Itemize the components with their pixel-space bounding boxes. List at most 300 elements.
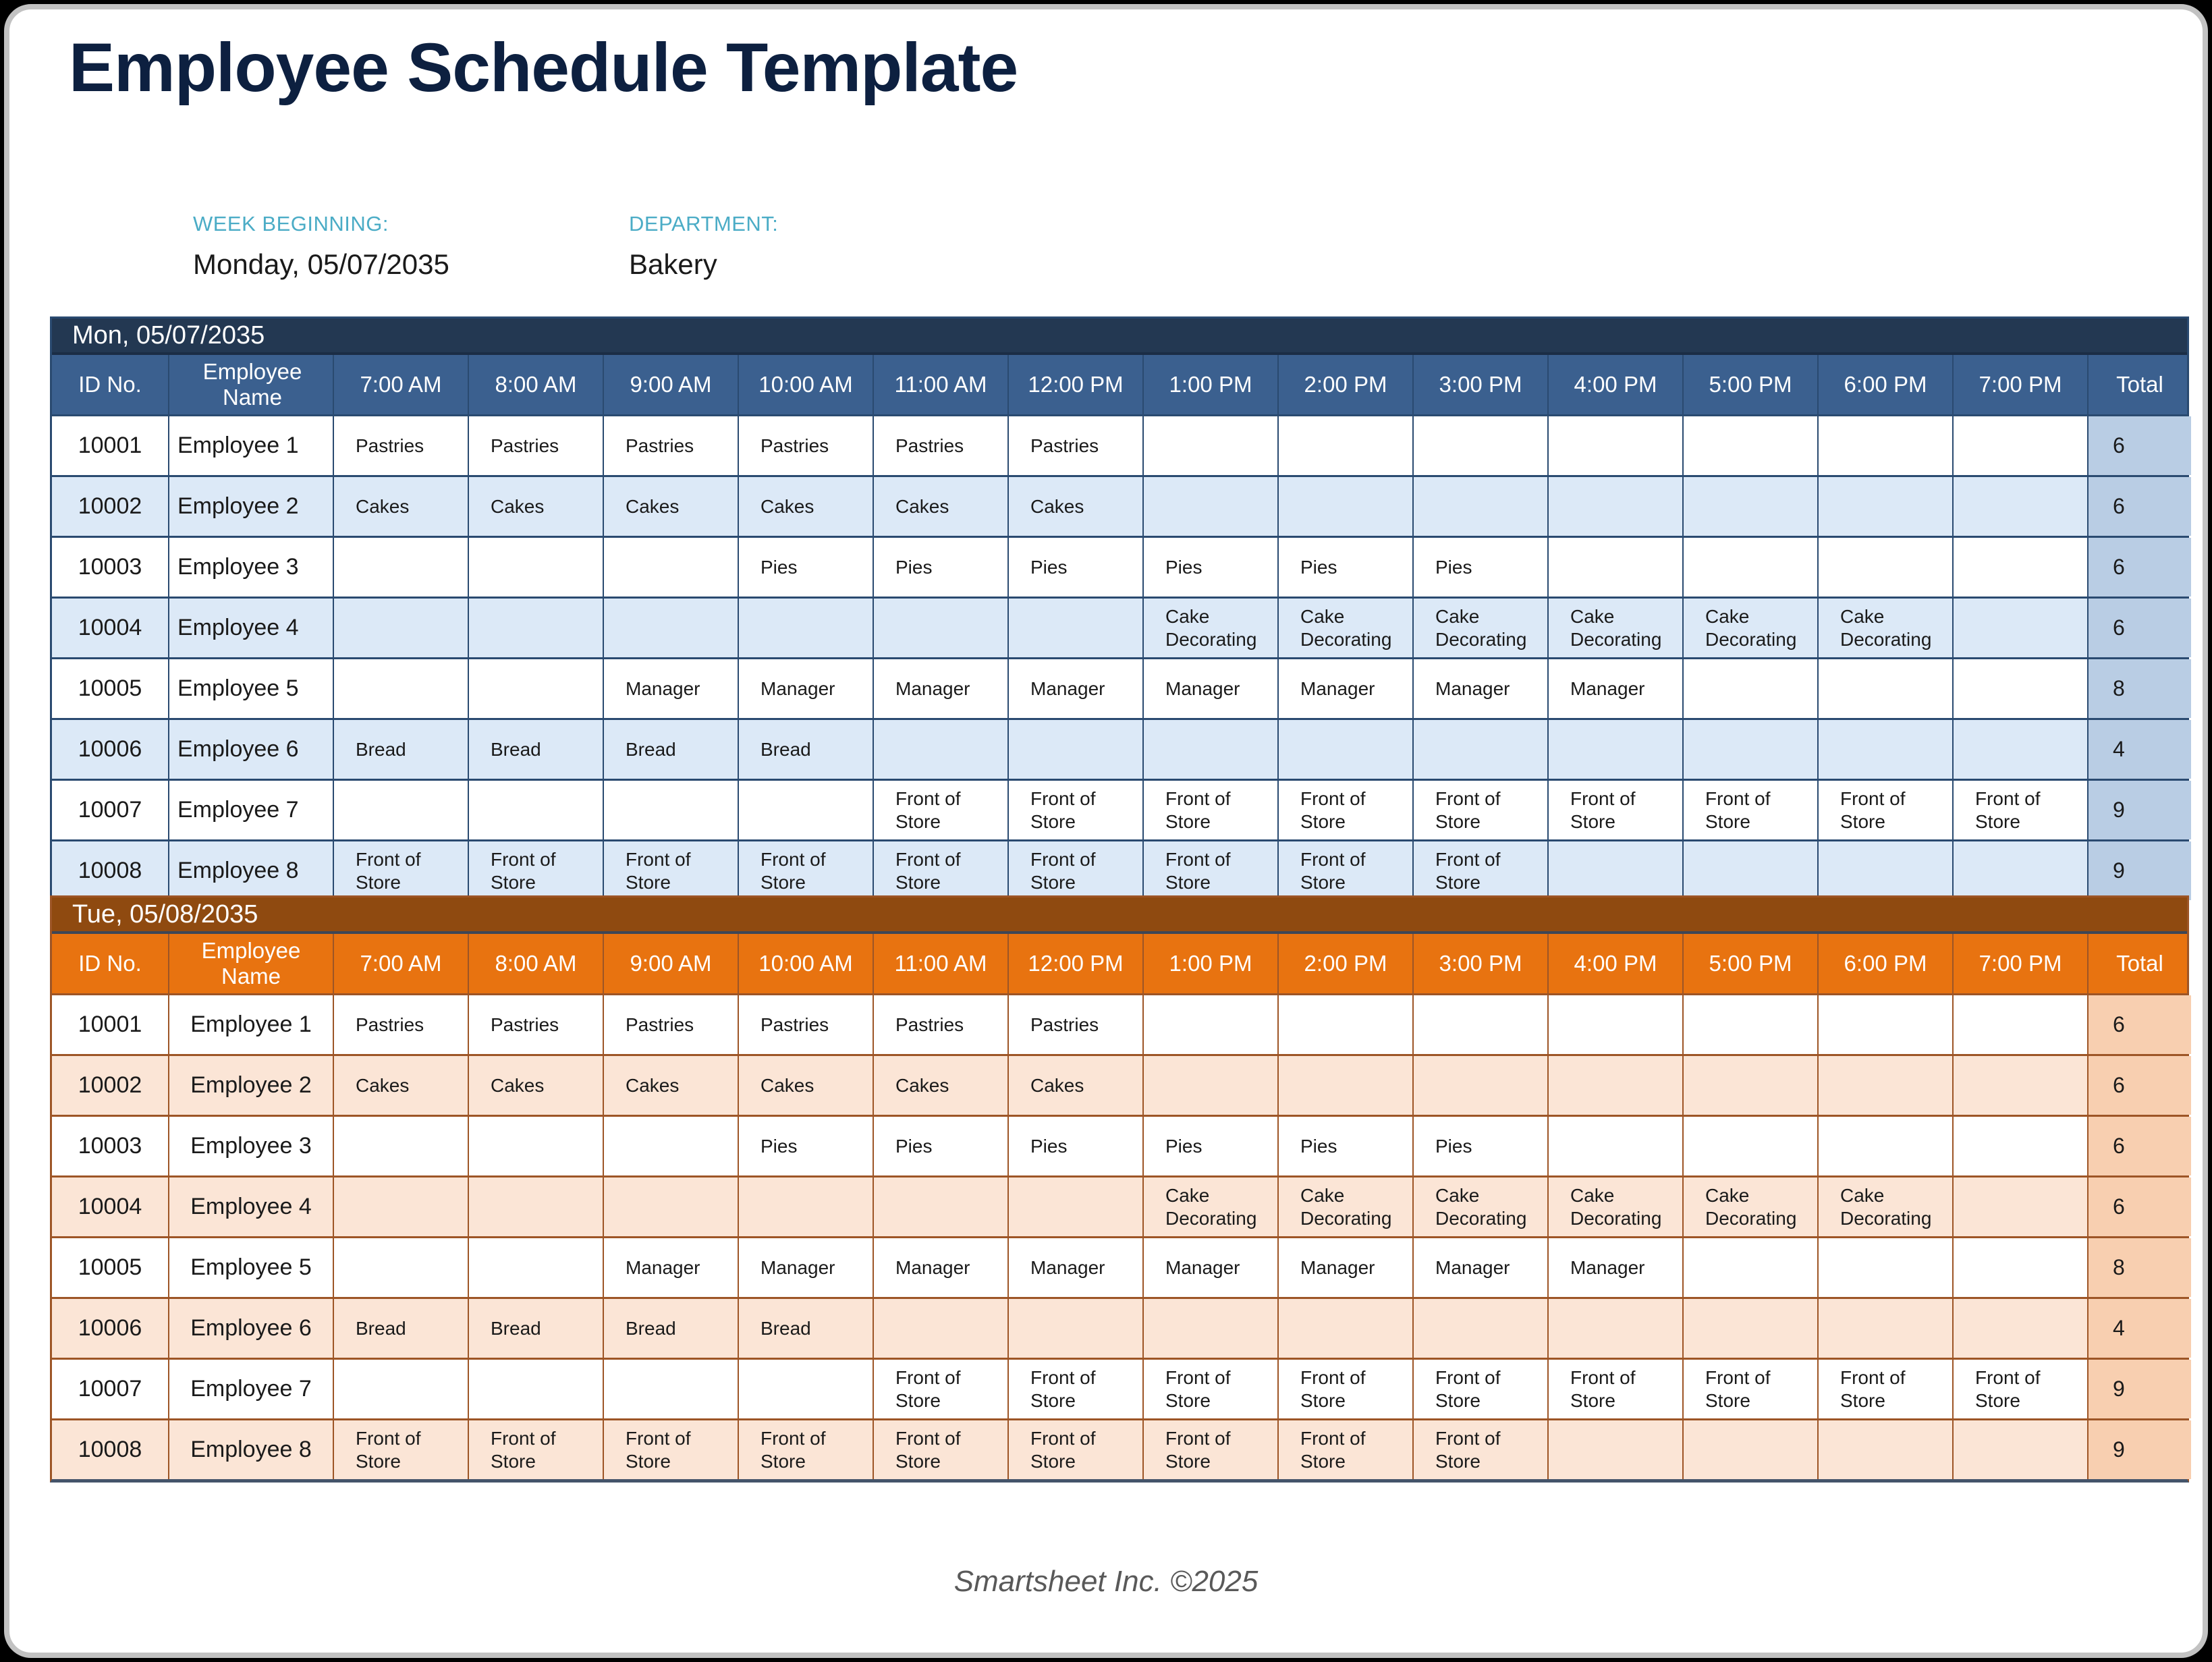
schedule-cell: Cakes xyxy=(469,1056,604,1115)
schedule-cell xyxy=(1819,720,1954,779)
schedule-cell xyxy=(1549,995,1684,1054)
header-cell-name: Employee Name xyxy=(169,934,334,993)
name-cell: Employee 5 xyxy=(169,1238,334,1297)
schedule-cell xyxy=(1684,416,1819,475)
schedule-cell xyxy=(334,659,469,718)
schedule-cell xyxy=(1819,1056,1954,1115)
schedule-cell xyxy=(1549,1420,1684,1479)
schedule-cell xyxy=(469,538,604,597)
schedule-cell: Manager xyxy=(1414,1238,1549,1297)
header-cell-time: 7:00 AM xyxy=(334,355,469,414)
schedule-cell xyxy=(334,1360,469,1418)
schedule-cell: Bread xyxy=(469,1299,604,1358)
header-cell-time: 12:00 PM xyxy=(1009,934,1144,993)
schedule-header-row xyxy=(52,355,2187,416)
name-cell: Employee 5 xyxy=(169,659,334,718)
name-cell: Employee 3 xyxy=(169,1117,334,1175)
schedule-cell xyxy=(1954,1420,2089,1479)
schedule-cell xyxy=(1819,659,1954,718)
schedule-cell xyxy=(469,1117,604,1175)
schedule-cell: Front of Store xyxy=(604,1420,739,1479)
schedule-cell xyxy=(739,599,874,657)
schedule-cell xyxy=(604,538,739,597)
schedule-cell: Pastries xyxy=(469,995,604,1054)
schedule-cell: Front of Store xyxy=(604,841,739,900)
name-cell: Employee 7 xyxy=(169,1360,334,1418)
schedule-cell xyxy=(1279,995,1414,1054)
schedule-cell xyxy=(1819,477,1954,536)
name-cell: Employee 4 xyxy=(169,1178,334,1236)
schedule-cell: Pastries xyxy=(1009,995,1144,1054)
id-cell: 10004 xyxy=(52,1178,169,1236)
schedule-cell: Front of Store xyxy=(334,841,469,900)
schedule-cell xyxy=(1009,1299,1144,1358)
employee-row xyxy=(52,1117,2187,1178)
schedule-cell: Pies xyxy=(1009,538,1144,597)
schedule-cell xyxy=(874,599,1009,657)
schedule-cell xyxy=(1414,720,1549,779)
schedule-cell: Pies xyxy=(1414,538,1549,597)
schedule-cell: Front of Store xyxy=(469,841,604,900)
header-cell-time: 7:00 AM xyxy=(334,934,469,993)
schedule-cell xyxy=(334,1178,469,1236)
schedule-cell: Manager xyxy=(1144,1238,1279,1297)
schedule-cell xyxy=(739,781,874,839)
id-cell: 10005 xyxy=(52,1238,169,1297)
schedule-cell xyxy=(1954,599,2089,657)
schedule-cell: Cakes xyxy=(739,477,874,536)
day-schedule-table xyxy=(50,316,2189,904)
schedule-cell xyxy=(1819,1117,1954,1175)
schedule-cell: Pastries xyxy=(739,995,874,1054)
employee-row xyxy=(52,599,2187,659)
schedule-cell: Manager xyxy=(1279,1238,1414,1297)
total-cell: 6 xyxy=(2089,995,2191,1054)
schedule-cell: Manager xyxy=(1144,659,1279,718)
schedule-cell xyxy=(1414,477,1549,536)
schedule-cell xyxy=(334,781,469,839)
schedule-cell: Front of Store xyxy=(1009,781,1144,839)
name-cell: Employee 7 xyxy=(169,781,334,839)
schedule-cell xyxy=(1684,995,1819,1054)
schedule-cell: Front of Store xyxy=(334,1420,469,1479)
schedule-cell: Pies xyxy=(739,538,874,597)
schedule-cell: Pastries xyxy=(334,416,469,475)
schedule-cell: Front of Store xyxy=(1009,841,1144,900)
header-cell-time: 1:00 PM xyxy=(1144,355,1279,414)
schedule-cell: Front of Store xyxy=(1279,841,1414,900)
schedule-cell: Front of Store xyxy=(1144,1360,1279,1418)
schedule-cell xyxy=(1954,1056,2089,1115)
schedule-cell xyxy=(1549,477,1684,536)
schedule-cell: Manager xyxy=(1414,659,1549,718)
schedule-cell: Bread xyxy=(469,720,604,779)
schedule-cell xyxy=(1414,1056,1549,1115)
schedule-cell: Cake Decorating xyxy=(1684,1178,1819,1236)
id-cell: 10002 xyxy=(52,1056,169,1115)
schedule-cell xyxy=(1279,477,1414,536)
schedule-cell: Manager xyxy=(874,1238,1009,1297)
header-cell-time: 10:00 AM xyxy=(739,355,874,414)
total-cell: 4 xyxy=(2089,720,2191,779)
schedule-cell xyxy=(1414,995,1549,1054)
id-cell: 10008 xyxy=(52,1420,169,1479)
schedule-cell: Front of Store xyxy=(1144,841,1279,900)
header-cell-time: 11:00 AM xyxy=(874,934,1009,993)
schedule-cell: Bread xyxy=(604,720,739,779)
schedule-cell: Manager xyxy=(739,1238,874,1297)
schedule-cell xyxy=(1819,1299,1954,1358)
schedule-cell: Front of Store xyxy=(1279,1360,1414,1418)
footer-credit: Smartsheet Inc. ©2025 xyxy=(953,1565,1259,1598)
employee-row xyxy=(52,1420,2187,1479)
schedule-cell: Cakes xyxy=(739,1056,874,1115)
schedule-cell: Cakes xyxy=(874,477,1009,536)
header-cell-time: 10:00 AM xyxy=(739,934,874,993)
id-cell: 10004 xyxy=(52,599,169,657)
name-cell: Employee 6 xyxy=(169,720,334,779)
schedule-cell: Cakes xyxy=(1009,477,1144,536)
schedule-cell xyxy=(469,1178,604,1236)
name-cell: Employee 1 xyxy=(169,995,334,1054)
id-cell: 10006 xyxy=(52,1299,169,1358)
header-cell-time: 7:00 PM xyxy=(1954,934,2089,993)
department-label: DEPARTMENT: xyxy=(629,212,779,236)
schedule-cell xyxy=(469,1238,604,1297)
header-cell-time: 4:00 PM xyxy=(1549,355,1684,414)
schedule-cell xyxy=(1684,538,1819,597)
schedule-cell xyxy=(1549,538,1684,597)
schedule-cell: Cake Decorating xyxy=(1279,1178,1414,1236)
header-cell-time: 12:00 PM xyxy=(1009,355,1144,414)
schedule-cell xyxy=(1549,1299,1684,1358)
page-title: Employee Schedule Template xyxy=(69,29,1018,106)
schedule-cell: Manager xyxy=(1279,659,1414,718)
schedule-cell xyxy=(1684,720,1819,779)
name-cell: Employee 8 xyxy=(169,841,334,900)
schedule-cell: Bread xyxy=(334,720,469,779)
schedule-cell: Pies xyxy=(874,538,1009,597)
employee-row xyxy=(52,1360,2187,1420)
schedule-cell xyxy=(874,1299,1009,1358)
schedule-cell: Pies xyxy=(1144,1117,1279,1175)
schedule-cell xyxy=(1819,1238,1954,1297)
schedule-cell xyxy=(334,538,469,597)
total-cell: 4 xyxy=(2089,1299,2191,1358)
employee-row xyxy=(52,1178,2187,1238)
schedule-cell xyxy=(1819,538,1954,597)
schedule-cell: Front of Store xyxy=(1279,1420,1414,1479)
schedule-cell xyxy=(1144,477,1279,536)
employee-row xyxy=(52,841,2187,900)
id-cell: 10003 xyxy=(52,1117,169,1175)
schedule-cell xyxy=(1954,477,2089,536)
schedule-cell xyxy=(1954,416,2089,475)
total-cell: 6 xyxy=(2089,538,2191,597)
schedule-cell: Pies xyxy=(1414,1117,1549,1175)
schedule-cell: Front of Store xyxy=(1009,1360,1144,1418)
schedule-cell: Pies xyxy=(1279,538,1414,597)
schedule-cell: Manager xyxy=(1549,659,1684,718)
name-cell: Employee 2 xyxy=(169,477,334,536)
schedule-body xyxy=(52,416,2187,900)
schedule-cell xyxy=(1144,1056,1279,1115)
schedule-cell: Cakes xyxy=(334,477,469,536)
schedule-cell: Pies xyxy=(1009,1117,1144,1175)
schedule-cell xyxy=(1549,416,1684,475)
schedule-cell xyxy=(1414,416,1549,475)
schedule-cell: Front of Store xyxy=(1414,781,1549,839)
schedule-cell: Manager xyxy=(1549,1238,1684,1297)
schedule-cell xyxy=(1684,1117,1819,1175)
department-value: Bakery xyxy=(629,248,717,280)
id-cell: 10001 xyxy=(52,416,169,475)
schedule-cell: Manager xyxy=(1009,1238,1144,1297)
schedule-cell: Bread xyxy=(739,720,874,779)
schedule-cell xyxy=(1279,1056,1414,1115)
employee-row xyxy=(52,1056,2187,1117)
schedule-cell xyxy=(1819,995,1954,1054)
header-cell-time: 5:00 PM xyxy=(1684,355,1819,414)
schedule-cell xyxy=(1009,720,1144,779)
schedule-cell: Manager xyxy=(739,659,874,718)
schedule-cell: Cake Decorating xyxy=(1684,599,1819,657)
schedule-cell xyxy=(1819,416,1954,475)
employee-row xyxy=(52,720,2187,781)
schedule-cell xyxy=(1009,599,1144,657)
schedule-cell xyxy=(1684,1420,1819,1479)
id-cell: 10006 xyxy=(52,720,169,779)
schedule-cell: Front of Store xyxy=(1144,1420,1279,1479)
employee-row xyxy=(52,659,2187,720)
header-cell-time: 9:00 AM xyxy=(604,355,739,414)
schedule-cell xyxy=(1414,1299,1549,1358)
header-cell-time: 8:00 AM xyxy=(469,934,604,993)
day-banner xyxy=(52,318,2187,355)
total-cell: 6 xyxy=(2089,1117,2191,1175)
schedule-cell: Manager xyxy=(604,1238,739,1297)
schedule-cell: Front of Store xyxy=(874,1360,1009,1418)
id-cell: 10007 xyxy=(52,781,169,839)
schedule-cell: Bread xyxy=(604,1299,739,1358)
total-cell: 6 xyxy=(2089,1178,2191,1236)
schedule-cell: Pastries xyxy=(604,416,739,475)
header-cell-total: Total xyxy=(2116,951,2163,976)
schedule-cell xyxy=(739,1360,874,1418)
schedule-cell xyxy=(1954,1238,2089,1297)
schedule-cell: Pastries xyxy=(334,995,469,1054)
schedule-cell xyxy=(334,599,469,657)
employee-row xyxy=(52,416,2187,477)
schedule-cell xyxy=(1144,720,1279,779)
week-beginning-value: Monday, 05/07/2035 xyxy=(193,248,449,280)
schedule-cell: Pies xyxy=(1144,538,1279,597)
total-cell: 6 xyxy=(2089,416,2191,475)
schedule-cell: Bread xyxy=(739,1299,874,1358)
schedule-cell xyxy=(1954,1299,2089,1358)
schedule-cell xyxy=(874,720,1009,779)
employee-row xyxy=(52,1238,2187,1299)
week-beginning-group xyxy=(193,212,449,281)
total-cell: 8 xyxy=(2089,659,2191,718)
schedule-cell: Front of Store xyxy=(874,841,1009,900)
header-cell-time: 1:00 PM xyxy=(1144,934,1279,993)
schedule-cell: Cake Decorating xyxy=(1819,1178,1954,1236)
name-cell: Employee 1 xyxy=(169,416,334,475)
employee-row xyxy=(52,781,2187,841)
header-cell-id: ID No. xyxy=(52,355,169,414)
schedule-cell xyxy=(469,781,604,839)
total-cell: 9 xyxy=(2089,1360,2191,1418)
schedule-cell: Pastries xyxy=(874,995,1009,1054)
id-cell: 10007 xyxy=(52,1360,169,1418)
schedule-cell xyxy=(604,1178,739,1236)
schedule-cell: Cake Decorating xyxy=(1279,599,1414,657)
schedule-cell: Cakes xyxy=(469,477,604,536)
schedule-cell xyxy=(1684,1299,1819,1358)
schedule-cell xyxy=(1954,659,2089,718)
schedule-cell xyxy=(1009,1178,1144,1236)
schedule-cell: Front of Store xyxy=(1009,1420,1144,1479)
schedule-cell xyxy=(604,1360,739,1418)
total-cell: 8 xyxy=(2089,1238,2191,1297)
schedule-cell xyxy=(604,781,739,839)
schedule-cell: Front of Store xyxy=(1279,781,1414,839)
id-cell: 10008 xyxy=(52,841,169,900)
schedule-cell xyxy=(1549,1056,1684,1115)
schedule-cell xyxy=(1684,1056,1819,1115)
name-cell: Employee 3 xyxy=(169,538,334,597)
schedule-cell xyxy=(1819,1420,1954,1479)
header-cell-time: 3:00 PM xyxy=(1414,934,1549,993)
schedule-cell xyxy=(1144,995,1279,1054)
header-cell-time: 9:00 AM xyxy=(604,934,739,993)
schedule-cell: Pastries xyxy=(874,416,1009,475)
schedule-cell: Front of Store xyxy=(469,1420,604,1479)
total-cell: 6 xyxy=(2089,599,2191,657)
day-schedule-table xyxy=(50,895,2189,1483)
schedule-cell: Pies xyxy=(739,1117,874,1175)
schedule-cell: Front of Store xyxy=(739,841,874,900)
schedule-cell xyxy=(874,1178,1009,1236)
day-banner xyxy=(52,897,2187,934)
schedule-cell xyxy=(604,1117,739,1175)
schedule-cell: Front of Store xyxy=(1954,1360,2089,1418)
schedule-cell: Front of Store xyxy=(1819,781,1954,839)
total-cell: 9 xyxy=(2089,841,2191,900)
employee-row xyxy=(52,995,2187,1056)
schedule-cell: Cakes xyxy=(604,477,739,536)
name-cell: Employee 6 xyxy=(169,1299,334,1358)
schedule-cell xyxy=(1954,1178,2089,1236)
schedule-cell: Cake Decorating xyxy=(1144,1178,1279,1236)
schedule-cell xyxy=(1549,1117,1684,1175)
schedule-cell xyxy=(1684,1238,1819,1297)
total-cell: 6 xyxy=(2089,1056,2191,1115)
name-cell: Employee 4 xyxy=(169,599,334,657)
schedule-cell xyxy=(1279,1299,1414,1358)
day-banner-label: Mon, 05/07/2035 xyxy=(72,321,265,350)
schedule-cell: Cake Decorating xyxy=(1414,599,1549,657)
schedule-cell: Cake Decorating xyxy=(1549,1178,1684,1236)
schedule-cell xyxy=(334,1238,469,1297)
schedule-cell xyxy=(469,1360,604,1418)
header-cell-time: 8:00 AM xyxy=(469,355,604,414)
schedule-cell xyxy=(1954,1117,2089,1175)
schedule-cell: Pies xyxy=(874,1117,1009,1175)
schedule-cell: Cakes xyxy=(1009,1056,1144,1115)
schedule-cell xyxy=(1549,720,1684,779)
header-cell-time: 6:00 PM xyxy=(1819,355,1954,414)
schedule-cell: Cakes xyxy=(334,1056,469,1115)
schedule-cell: Cakes xyxy=(604,1056,739,1115)
header-cell-time: 3:00 PM xyxy=(1414,355,1549,414)
schedule-cell: Manager xyxy=(604,659,739,718)
department-group xyxy=(629,212,778,281)
schedule-cell: Cake Decorating xyxy=(1549,599,1684,657)
week-beginning-label: WEEK BEGINNING: xyxy=(193,212,389,236)
schedule-cell: Pies xyxy=(1279,1117,1414,1175)
schedule-cell: Front of Store xyxy=(1144,781,1279,839)
day-banner-label: Tue, 05/08/2035 xyxy=(72,899,258,929)
total-cell: 9 xyxy=(2089,1420,2191,1479)
employee-row xyxy=(52,1299,2187,1360)
header-cell-time: 11:00 AM xyxy=(874,355,1009,414)
schedule-cell: Cakes xyxy=(874,1056,1009,1115)
schedule-cell: Pastries xyxy=(469,416,604,475)
total-cell: 9 xyxy=(2089,781,2191,839)
schedule-cell xyxy=(1684,841,1819,900)
schedule-cell: Pastries xyxy=(739,416,874,475)
schedule-cell: Cake Decorating xyxy=(1144,599,1279,657)
schedule-cell: Front of Store xyxy=(1684,1360,1819,1418)
header-cell-time: 2:00 PM xyxy=(1279,355,1414,414)
schedule-cell xyxy=(1279,720,1414,779)
schedule-cell xyxy=(1954,720,2089,779)
schedule-cell xyxy=(1684,659,1819,718)
id-cell: 10001 xyxy=(52,995,169,1054)
schedule-cell xyxy=(1954,995,2089,1054)
schedule-cell: Manager xyxy=(1009,659,1144,718)
schedule-cell: Front of Store xyxy=(1549,781,1684,839)
name-cell: Employee 8 xyxy=(169,1420,334,1479)
schedule-cell: Front of Store xyxy=(1549,1360,1684,1418)
schedule-cell: Pastries xyxy=(604,995,739,1054)
schedule-cell: Front of Store xyxy=(1684,781,1819,839)
header-cell-name: Employee Name xyxy=(169,355,334,414)
header-cell-total: Total xyxy=(2116,372,2163,397)
schedule-cell xyxy=(1684,477,1819,536)
header-cell-time: 5:00 PM xyxy=(1684,934,1819,993)
schedule-cell xyxy=(1954,538,2089,597)
employee-row xyxy=(52,538,2187,599)
schedule-cell xyxy=(1144,1299,1279,1358)
schedule-cell xyxy=(739,1178,874,1236)
schedule-cell xyxy=(604,599,739,657)
schedule-cell xyxy=(1144,416,1279,475)
header-cell-time: 2:00 PM xyxy=(1279,934,1414,993)
header-cell-time: 7:00 PM xyxy=(1954,355,2089,414)
id-cell: 10003 xyxy=(52,538,169,597)
schedule-header-row xyxy=(52,934,2187,995)
name-cell: Employee 2 xyxy=(169,1056,334,1115)
id-cell: 10002 xyxy=(52,477,169,536)
schedule-cell: Cake Decorating xyxy=(1414,1178,1549,1236)
schedule-cell: Pastries xyxy=(1009,416,1144,475)
schedule-cell: Front of Store xyxy=(874,1420,1009,1479)
schedule-cell xyxy=(1954,841,2089,900)
header-cell-time: 4:00 PM xyxy=(1549,934,1684,993)
